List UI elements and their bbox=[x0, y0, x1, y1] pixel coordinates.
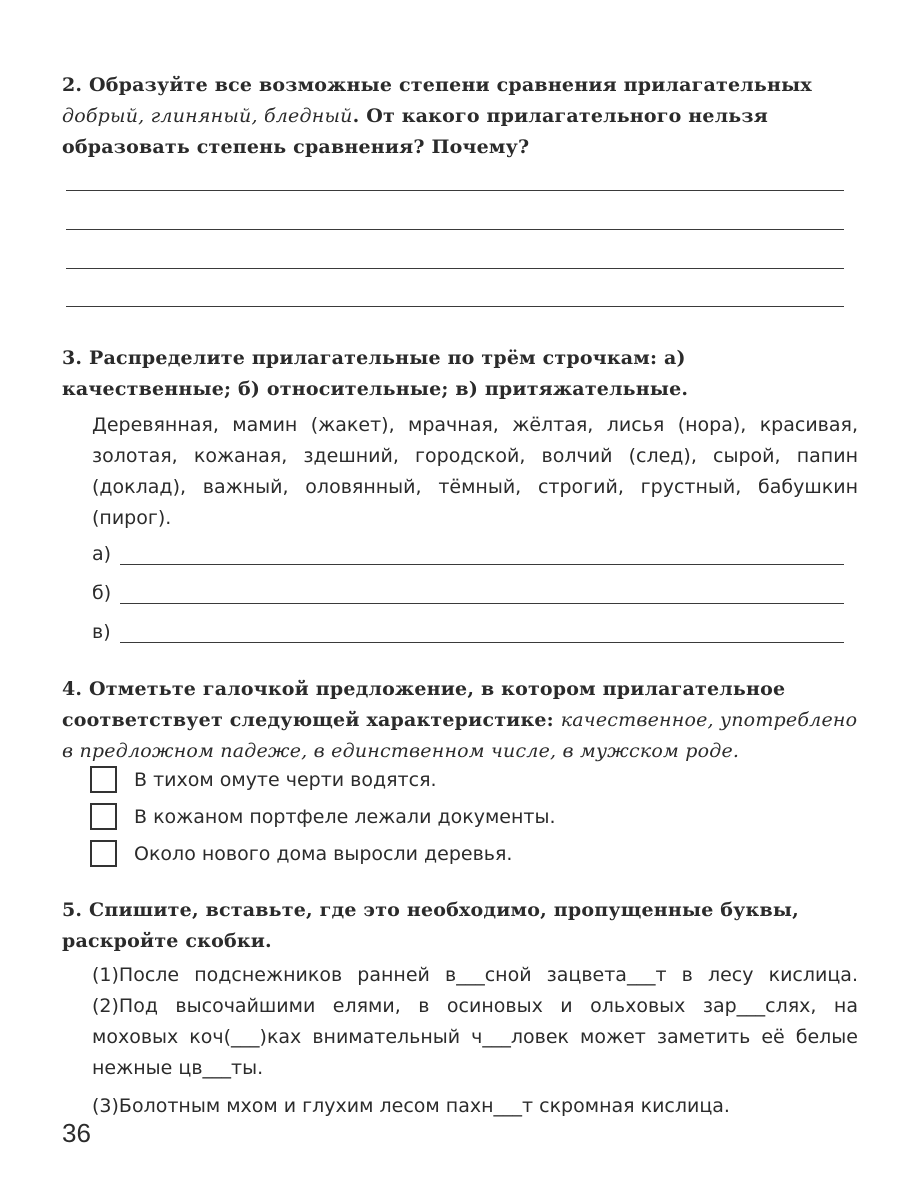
task-2-tail: . От какого прилагательного нельзя образовать степень сравнения? Почему? bbox=[62, 105, 768, 158]
option-1-text: В тихом омуте черти водятся. bbox=[134, 769, 437, 791]
answer-label-a: а) bbox=[92, 543, 112, 565]
task-4-characteristic: качественное, употреблено в предложном падеже, в единственном числе, в мужском роде. bbox=[62, 709, 858, 762]
task-4-lead: 4. Отметьте галочкой предложение, в котором прилагательное соответствует следующей характеристике: bbox=[62, 678, 786, 731]
answer-label-c: в) bbox=[92, 621, 111, 643]
task-2-instruction bbox=[62, 70, 858, 163]
answer-row-b[interactable] bbox=[92, 579, 844, 609]
option-3-text: Около нового дома выросли деревья. bbox=[134, 843, 513, 865]
answer-line-c[interactable] bbox=[120, 642, 844, 643]
answer-line-1[interactable] bbox=[66, 190, 844, 191]
task-5-paragraph-1: (1)После подснежников ранней в___сной зацвета___т в лесу кислица. (2)Под высочайшими елями, в осиновых и ольховых зар___слях, на моховых коч(___)ках внимательный ч___ловек может заметить её белые нежные цв___ты. bbox=[92, 964, 858, 1079]
answer-line-b[interactable] bbox=[120, 603, 844, 604]
task-3-words: Деревянная, мамин (жакет), мрачная, жёлтая, лисья (нора), красивая, золотая, кожаная, здешний, городской, волчий (след), сырой, папин (доклад), важный, оловянный, тёмный, строгий, грустный, бабушкин (пирог). bbox=[92, 414, 858, 529]
answer-line-4[interactable] bbox=[66, 306, 844, 307]
answer-line-3[interactable] bbox=[66, 268, 844, 269]
task-2-words: добрый, глиняный, бледный bbox=[62, 105, 353, 127]
option-2-checkbox[interactable] bbox=[90, 803, 117, 830]
page-number: 36 bbox=[62, 1118, 91, 1148]
answer-row-c[interactable] bbox=[92, 618, 844, 648]
task-3-instruction: 3. Распределите прилагательные по трём строчкам: а) качественные; б) относительные; в) притяжательные. bbox=[62, 347, 689, 400]
option-1-checkbox[interactable] bbox=[90, 766, 117, 793]
task-5-paragraph-2: (3)Болотным мхом и глухим лесом пахн___т скромная кислица. bbox=[92, 1095, 730, 1117]
option-3-checkbox[interactable] bbox=[90, 840, 117, 867]
answer-row-a[interactable] bbox=[92, 540, 844, 570]
task-5-instruction: 5. Спишите, вставьте, где это необходимо, пропущенные буквы, раскройте скобки. bbox=[62, 899, 799, 952]
answer-label-b: б) bbox=[92, 582, 112, 604]
task-2-lead: 2. Образуйте все возможные степени сравнения прилагательных bbox=[62, 74, 812, 96]
option-2-text: В кожаном портфеле лежали документы. bbox=[134, 806, 556, 828]
task-4-instruction bbox=[62, 674, 858, 767]
answer-line-a[interactable] bbox=[120, 564, 844, 565]
answer-line-2[interactable] bbox=[66, 229, 844, 230]
